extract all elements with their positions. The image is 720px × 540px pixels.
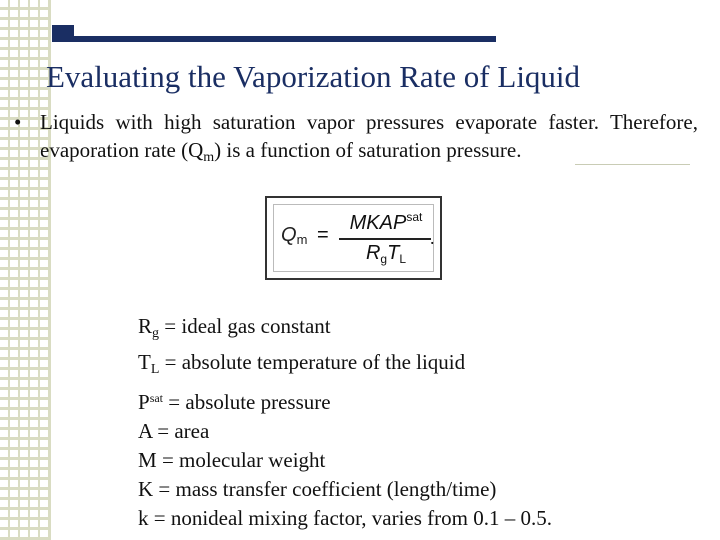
definition-symbol: M: [138, 448, 157, 472]
definition-text: = area: [152, 419, 210, 443]
definition-text: = mass transfer coefficient (length/time): [153, 477, 497, 501]
formula-numerator-sup: sat: [406, 210, 423, 224]
definition-item: [138, 417, 552, 446]
definition-symbol: P: [138, 390, 150, 414]
formula-den-r-sub: g: [380, 252, 388, 266]
slide-title: Evaluating the Vaporization Rate of Liquid: [46, 59, 581, 94]
definitions-list: [138, 312, 552, 533]
definition-symbol: R: [138, 314, 153, 338]
definition-text: = ideal gas constant: [159, 314, 331, 338]
decorative-underline: [575, 164, 690, 165]
bullet-text: [40, 108, 698, 172]
formula-numerator-text: MKAP: [349, 212, 407, 234]
formula-equals: =: [317, 224, 329, 246]
definition-item: [138, 446, 552, 475]
definition-item: [138, 348, 552, 384]
definition-symbol: K: [138, 477, 154, 501]
definition-text: = nonideal mixing factor, varies from 0.1 – 0.5.: [148, 506, 552, 530]
formula-den-t: T: [387, 242, 400, 264]
title-accent-bar: [52, 36, 496, 42]
definition-item: [138, 504, 552, 533]
definition-item: [138, 475, 552, 504]
bullet-point: [14, 108, 698, 172]
formula-den-r: R: [365, 242, 381, 264]
bullet-text-after: ) is a function of saturation pressure.: [214, 138, 522, 162]
definition-item: [138, 312, 552, 348]
definition-text: = absolute temperature of the liquid: [159, 350, 466, 374]
definition-superscript: sat: [149, 391, 164, 405]
formula-denominator: [341, 242, 431, 266]
definition-subscript: L: [150, 362, 160, 377]
formula-lhs-symbol: Q: [281, 224, 297, 246]
definition-symbol: T: [138, 350, 151, 374]
formula-lhs: [281, 224, 307, 247]
formula-lhs-subscript: m: [296, 232, 308, 247]
definition-symbol: A: [138, 419, 153, 443]
definition-item: [138, 384, 552, 417]
formula-numerator: [341, 210, 431, 235]
left-grid-decoration: [0, 0, 51, 540]
definition-text: = molecular weight: [156, 448, 326, 472]
definition-subscript: g: [152, 326, 160, 341]
definition-text: = absolute pressure: [163, 390, 331, 414]
bullet-subscript: m: [203, 150, 215, 165]
formula-fraction-bar: [339, 238, 431, 240]
bullet-text-before: Liquids with high saturation vapor pressures evaporate faster. Therefore, evaporation rate (Q: [40, 110, 698, 162]
formula-period: .: [430, 228, 435, 248]
definition-symbol: k: [138, 506, 149, 530]
formula-image: [265, 196, 442, 280]
formula-den-t-sub: L: [399, 252, 407, 266]
bullet-marker: •: [14, 110, 22, 134]
